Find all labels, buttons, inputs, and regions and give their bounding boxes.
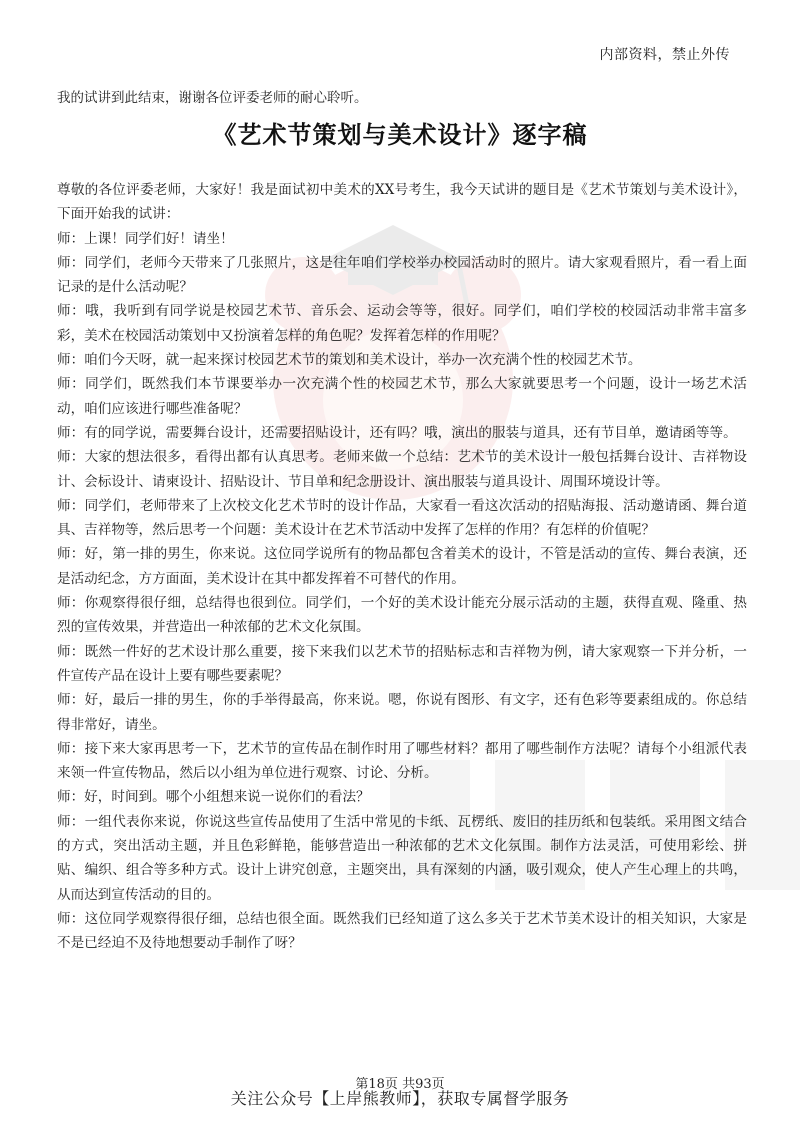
paragraph: 师：哦，我听到有同学说是校园艺术节、音乐会、运动会等等，很好。同学们，咱们学校的校园活动非常丰富多彩，美术在校园活动策划中又扮演着怎样的角色呢？发挥着怎样的作用呢？ xyxy=(57,303,747,344)
intro-line: 我的试讲到此结束，谢谢各位评委老师的耐心聆听。 xyxy=(57,90,368,106)
paragraph: 师：大家的想法很多，看得出都有认真思考。老师来做一个总结：艺术节的美术设计一般包括舞台设计、吉祥物设计、会标设计、请柬设计、招贴设计、节目单和纪念册设计、演出服装与道具设计、周围环境设计等。 xyxy=(57,449,747,490)
paragraph: 师：好，最后一排的男生，你的手举得最高，你来说。嗯，你说有图形、有文字，还有色彩等要素组成的。你总结得非常好，请坐。 xyxy=(57,692,747,733)
paragraph: 师：同学们，既然我们本节课要举办一次充满个性的校园艺术节，那么大家就要思考一个问题，设计一场艺术活动，咱们应该进行哪些准备呢？ xyxy=(57,376,747,417)
paragraph: 师：好，第一排的男生，你来说。这位同学说所有的物品都包含着美术的设计，不管是活动的宣传、舞台表演，还是活动纪念，方方面面，美术设计在其中都发挥着不可替代的作用。 xyxy=(57,546,747,587)
document-title: 《艺术节策划与美术设计》逐字稿 xyxy=(212,120,588,149)
paragraph: 师：一组代表你来说，你说这些宣传品使用了生活中常见的卡纸、瓦楞纸、废旧的挂历纸和包装纸。采用图文结合的方式，突出活动主题，并且色彩鲜艳，能够营造出一种浓郁的艺术文化氛围。制作方法灵活，可使用彩绘、拼贴、编织、组合等多种方式。设计上讲究创意，主题突出，具有深刻的内涵，吸引观众，使人产生心理上的共鸣，从而达到宣传活动的目的。 xyxy=(57,813,747,903)
paragraph: 师：好，时间到。哪个小组想来说一说你们的看法？ xyxy=(57,789,370,806)
paragraph: 师：你观察得很仔细，总结得也很到位。同学们，一个好的美术设计能充分展示活动的主题，获得直观、隆重、热烈的宣传效果，并营造出一种浓郁的艺术文化氛围。 xyxy=(57,595,747,636)
document-body xyxy=(57,178,747,956)
paragraph: 师：接下来大家再思考一下，艺术节的宣传品在制作时用了哪些材料？都用了哪些制作方法呢？请每个小组派代表来领一件宣传物品，然后以小组为单位进行观察、讨论、分析。 xyxy=(57,740,747,782)
paragraph: 尊敬的各位评委老师，大家好！我是面试初中美术的XX号考生，我今天试讲的题目是《艺术节策划与美术设计》，下面开始我的试讲： xyxy=(57,182,747,223)
footer-promo: 关注公众号【上岸熊教师】，获取专属督学服务 xyxy=(230,1089,570,1108)
confidential-note: 内部资料，禁止外传 xyxy=(599,47,730,63)
paragraph: 师：同学们，老师今天带来了几张照片，这是往年咱们学校举办校园活动时的照片。请大家观看照片，看一看上面记录的是什么活动呢？ xyxy=(57,254,747,296)
paragraph: 师：上课！同学们好！请坐！ xyxy=(57,230,234,247)
paragraph: 师：这位同学观察得很仔细，总结也很全面。既然我们已经知道了这么多关于艺术节美术设计的相关知识，大家是不是已经迫不及待地想要动手制作了呀？ xyxy=(57,910,747,952)
paragraph: 师：既然一件好的艺术设计那么重要，接下来我们以艺术节的招贴标志和吉祥物为例，请大家观察一下并分析，一件宣传产品在设计上要有哪些要素呢？ xyxy=(57,643,747,684)
paragraph: 师：同学们，老师带来了上次校文化艺术节时的设计作品，大家看一看这次活动的招贴海报、活动邀请函、舞台道具、吉祥物等，然后思考一个问题：美术设计在艺术节活动中发挥了怎样的作用？有怎样的价值呢？ xyxy=(57,497,747,539)
paragraph: 师：有的同学说，需要舞台设计，还需要招贴设计，还有吗？哦，演出的服装与道具，还有节目单，邀请函等等。 xyxy=(57,424,737,441)
paragraph: 师：咱们今天呀，就一起来探讨校园艺术节的策划和美术设计，举办一次充满个性的校园艺术节。 xyxy=(57,352,642,369)
page-number: 第18页 共93页 xyxy=(355,1077,445,1092)
